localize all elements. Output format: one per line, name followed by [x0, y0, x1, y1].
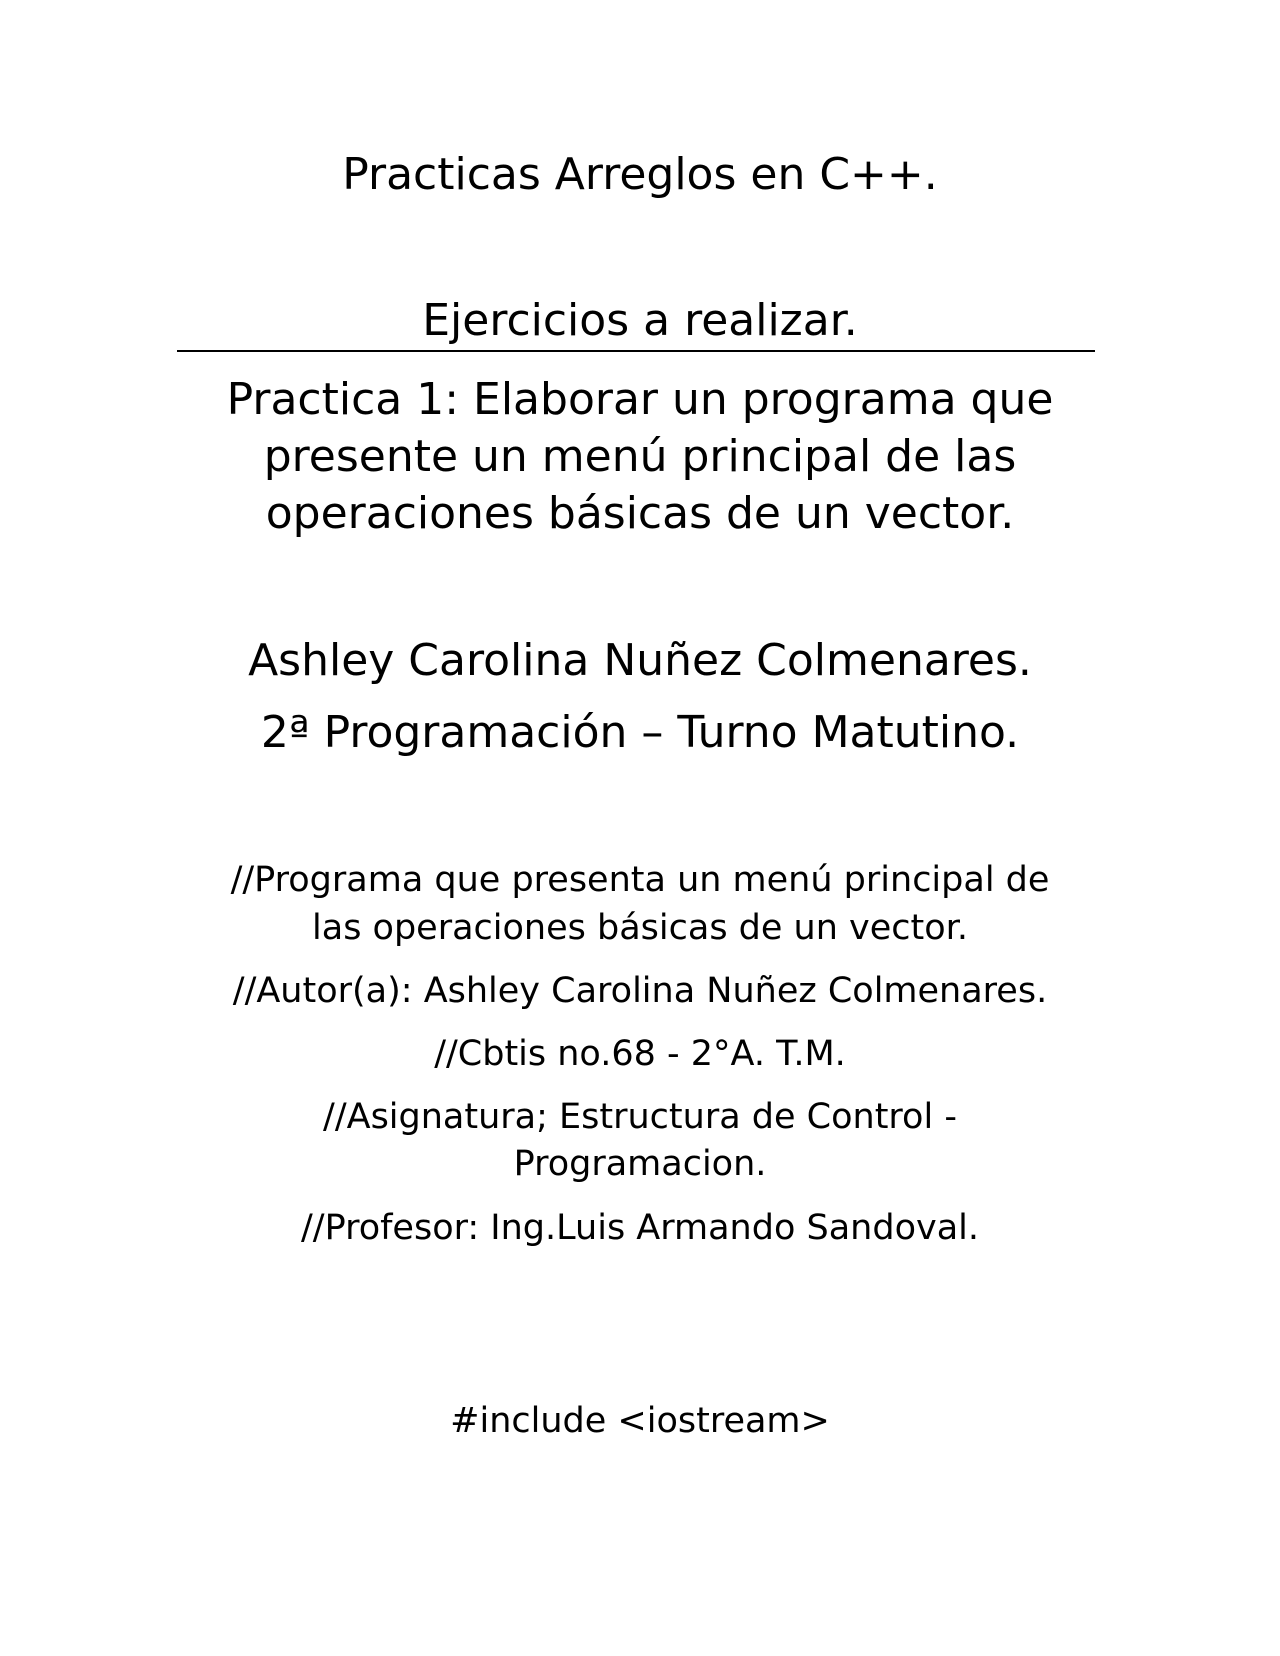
include-directive: #include <iostream>: [450, 1401, 830, 1441]
comment-school: //Cbtis no.68 - 2°A. T.M.: [434, 1034, 846, 1074]
comment-program-line-1: //Programa que presenta un menú principal de: [230, 860, 1050, 900]
document-subtitle: Ejercicios a realizar.: [422, 295, 858, 346]
comment-author: //Autor(a): Ashley Carolina Nuñez Colmenares.: [232, 971, 1048, 1011]
practice-line-2: presente un menú principal de las: [263, 431, 1017, 482]
comment-subject-line-1: //Asignatura; Estructura de Control -: [323, 1097, 957, 1137]
practice-line-1: Practica 1: Elaborar un programa que: [226, 374, 1054, 425]
course-info: 2ª Programación – Turno Matutino.: [260, 707, 1020, 758]
horizontal-rule: [177, 350, 1095, 352]
comment-teacher: //Profesor: Ing.Luis Armando Sandoval.: [301, 1208, 979, 1248]
comment-program-line-2: las operaciones básicas de un vector.: [312, 908, 968, 948]
author-name: Ashley Carolina Nuñez Colmenares.: [248, 635, 1032, 686]
document-title: Practicas Arreglos en C++.: [342, 149, 938, 200]
comment-subject-line-2: Programacion.: [513, 1144, 767, 1184]
practice-line-3: operaciones básicas de un vector.: [265, 488, 1015, 539]
